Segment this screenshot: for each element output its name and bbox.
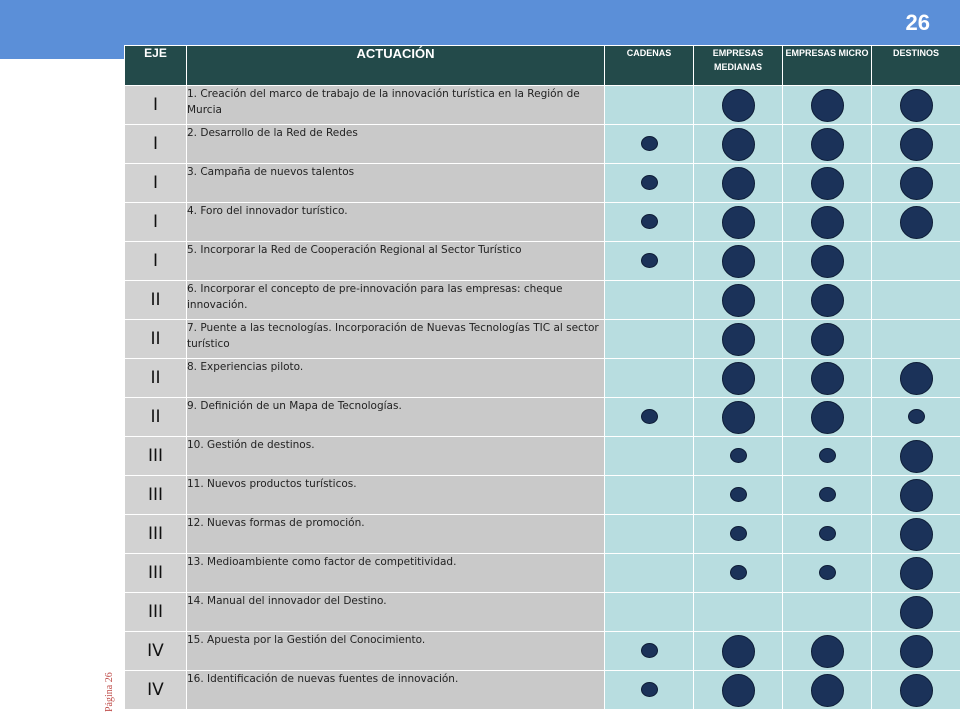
eje-cell: III bbox=[125, 476, 187, 515]
large-circle-marker bbox=[811, 89, 844, 122]
destinos-cell bbox=[872, 320, 960, 359]
empresas-medianas-cell bbox=[694, 593, 783, 632]
eje-cell: IV bbox=[125, 671, 187, 710]
eje-cell: I bbox=[125, 242, 187, 281]
header-eje: EJE bbox=[125, 46, 187, 86]
cadenas-cell bbox=[605, 554, 694, 593]
large-circle-marker bbox=[811, 167, 844, 200]
cadenas-cell bbox=[605, 398, 694, 437]
cadenas-cell bbox=[605, 359, 694, 398]
actuacion-cell: 3. Campaña de nuevos talentos bbox=[187, 164, 605, 203]
large-circle-marker bbox=[722, 362, 755, 395]
destinos-cell bbox=[872, 476, 960, 515]
cadenas-cell bbox=[605, 632, 694, 671]
large-circle-marker bbox=[900, 635, 933, 668]
table-row bbox=[125, 398, 960, 437]
destinos-cell bbox=[872, 398, 960, 437]
large-circle-marker bbox=[900, 479, 933, 512]
eje-cell: I bbox=[125, 125, 187, 164]
actuacion-cell: 1. Creación del marco de trabajo de la innovación turística en la Región de Murcia bbox=[187, 86, 605, 125]
empresas-medianas-cell bbox=[694, 164, 783, 203]
destinos-cell bbox=[872, 203, 960, 242]
large-circle-marker bbox=[900, 206, 933, 239]
cadenas-cell bbox=[605, 515, 694, 554]
empresas-medianas-cell bbox=[694, 242, 783, 281]
small-circle-marker bbox=[819, 565, 836, 580]
table-row bbox=[125, 203, 960, 242]
cadenas-cell bbox=[605, 125, 694, 164]
actuacion-cell: 8. Experiencias piloto. bbox=[187, 359, 605, 398]
empresas-medianas-cell bbox=[694, 632, 783, 671]
cadenas-cell bbox=[605, 281, 694, 320]
small-circle-marker bbox=[730, 526, 747, 541]
actuacion-cell: 7. Puente a las tecnologías. Incorporación de Nuevas Tecnologías TIC al sector turístico bbox=[187, 320, 605, 359]
destinos-cell bbox=[872, 164, 960, 203]
actuacion-cell: 12. Nuevas formas de promoción. bbox=[187, 515, 605, 554]
empresas-micro-cell bbox=[783, 554, 872, 593]
table-body bbox=[125, 86, 960, 710]
actuacion-cell: 16. Identificación de nuevas fuentes de innovación. bbox=[187, 671, 605, 710]
small-circle-marker bbox=[730, 487, 747, 502]
large-circle-marker bbox=[722, 674, 755, 707]
header-empresas-micro: EMPRESAS MICRO bbox=[783, 46, 872, 86]
eje-cell: II bbox=[125, 281, 187, 320]
destinos-cell bbox=[872, 437, 960, 476]
empresas-medianas-cell bbox=[694, 281, 783, 320]
small-circle-marker bbox=[641, 682, 658, 697]
table-row bbox=[125, 437, 960, 476]
eje-cell: II bbox=[125, 359, 187, 398]
table-row bbox=[125, 671, 960, 710]
table-row bbox=[125, 554, 960, 593]
large-circle-marker bbox=[811, 401, 844, 434]
eje-cell: IV bbox=[125, 632, 187, 671]
actuacion-cell: 6. Incorporar el concepto de pre-innovación para las empresas: cheque innovación. bbox=[187, 281, 605, 320]
large-circle-marker bbox=[722, 323, 755, 356]
actuacion-cell: 11. Nuevos productos turísticos. bbox=[187, 476, 605, 515]
large-circle-marker bbox=[811, 284, 844, 317]
small-circle-marker bbox=[819, 526, 836, 541]
empresas-micro-cell bbox=[783, 437, 872, 476]
eje-cell: II bbox=[125, 398, 187, 437]
empresas-medianas-cell bbox=[694, 398, 783, 437]
large-circle-marker bbox=[900, 89, 933, 122]
destinos-cell bbox=[872, 359, 960, 398]
actuacion-cell: 14. Manual del innovador del Destino. bbox=[187, 593, 605, 632]
large-circle-marker bbox=[900, 128, 933, 161]
small-circle-marker bbox=[819, 487, 836, 502]
eje-cell: III bbox=[125, 554, 187, 593]
large-circle-marker bbox=[722, 284, 755, 317]
table-row bbox=[125, 164, 960, 203]
large-circle-marker bbox=[811, 128, 844, 161]
empresas-micro-cell bbox=[783, 320, 872, 359]
large-circle-marker bbox=[900, 518, 933, 551]
eje-cell: III bbox=[125, 515, 187, 554]
empresas-medianas-cell bbox=[694, 476, 783, 515]
empresas-medianas-cell bbox=[694, 359, 783, 398]
table-header-row bbox=[125, 46, 960, 86]
destinos-cell bbox=[872, 242, 960, 281]
small-circle-marker bbox=[730, 565, 747, 580]
side-page-label: Página 26 bbox=[104, 672, 115, 712]
cadenas-cell bbox=[605, 203, 694, 242]
large-circle-marker bbox=[811, 674, 844, 707]
large-circle-marker bbox=[722, 128, 755, 161]
destinos-cell bbox=[872, 593, 960, 632]
empresas-micro-cell bbox=[783, 593, 872, 632]
destinos-cell bbox=[872, 281, 960, 320]
eje-cell: I bbox=[125, 164, 187, 203]
table-row bbox=[125, 476, 960, 515]
large-circle-marker bbox=[900, 167, 933, 200]
empresas-medianas-cell bbox=[694, 671, 783, 710]
cadenas-cell bbox=[605, 437, 694, 476]
cadenas-cell bbox=[605, 242, 694, 281]
table-row bbox=[125, 242, 960, 281]
large-circle-marker bbox=[722, 206, 755, 239]
empresas-medianas-cell bbox=[694, 203, 783, 242]
eje-cell: II bbox=[125, 320, 187, 359]
cadenas-cell bbox=[605, 320, 694, 359]
header-destinos: DESTINOS bbox=[872, 46, 960, 86]
empresas-micro-cell bbox=[783, 281, 872, 320]
small-circle-marker bbox=[641, 175, 658, 190]
large-circle-marker bbox=[722, 89, 755, 122]
table-row bbox=[125, 86, 960, 125]
large-circle-marker bbox=[900, 440, 933, 473]
empresas-micro-cell bbox=[783, 86, 872, 125]
empresas-micro-cell bbox=[783, 515, 872, 554]
actuacion-cell: 13. Medioambiente como factor de competitividad. bbox=[187, 554, 605, 593]
cadenas-cell bbox=[605, 593, 694, 632]
destinos-cell bbox=[872, 554, 960, 593]
eje-cell: I bbox=[125, 86, 187, 125]
destinos-cell bbox=[872, 86, 960, 125]
large-circle-marker bbox=[811, 245, 844, 278]
actuacion-cell: 5. Incorporar la Red de Cooperación Regional al Sector Turístico bbox=[187, 242, 605, 281]
large-circle-marker bbox=[900, 557, 933, 590]
large-circle-marker bbox=[900, 674, 933, 707]
eje-cell: I bbox=[125, 203, 187, 242]
actions-matrix-table bbox=[124, 45, 960, 710]
large-circle-marker bbox=[811, 362, 844, 395]
table-row bbox=[125, 632, 960, 671]
table-row bbox=[125, 125, 960, 164]
eje-cell: III bbox=[125, 437, 187, 476]
table-row bbox=[125, 593, 960, 632]
large-circle-marker bbox=[722, 401, 755, 434]
empresas-micro-cell bbox=[783, 671, 872, 710]
empresas-medianas-cell bbox=[694, 515, 783, 554]
empresas-medianas-cell bbox=[694, 437, 783, 476]
empresas-micro-cell bbox=[783, 164, 872, 203]
empresas-medianas-cell bbox=[694, 86, 783, 125]
small-circle-marker bbox=[641, 253, 658, 268]
cadenas-cell bbox=[605, 164, 694, 203]
empresas-micro-cell bbox=[783, 242, 872, 281]
eje-cell: III bbox=[125, 593, 187, 632]
small-circle-marker bbox=[908, 409, 925, 424]
header-actuacion: ACTUACIÓN bbox=[187, 46, 605, 86]
actuacion-cell: 2. Desarrollo de la Red de Redes bbox=[187, 125, 605, 164]
empresas-medianas-cell bbox=[694, 125, 783, 164]
table-row bbox=[125, 320, 960, 359]
actuacion-cell: 15. Apuesta por la Gestión del Conocimiento. bbox=[187, 632, 605, 671]
cadenas-cell bbox=[605, 476, 694, 515]
small-circle-marker bbox=[641, 214, 658, 229]
cadenas-cell bbox=[605, 671, 694, 710]
empresas-micro-cell bbox=[783, 398, 872, 437]
small-circle-marker bbox=[819, 448, 836, 463]
large-circle-marker bbox=[900, 362, 933, 395]
small-circle-marker bbox=[641, 409, 658, 424]
empresas-medianas-cell bbox=[694, 554, 783, 593]
destinos-cell bbox=[872, 632, 960, 671]
small-circle-marker bbox=[641, 136, 658, 151]
large-circle-marker bbox=[811, 635, 844, 668]
empresas-medianas-cell bbox=[694, 320, 783, 359]
large-circle-marker bbox=[722, 167, 755, 200]
header-cadenas: CADENAS bbox=[605, 46, 694, 86]
table-row bbox=[125, 359, 960, 398]
large-circle-marker bbox=[722, 245, 755, 278]
large-circle-marker bbox=[811, 206, 844, 239]
destinos-cell bbox=[872, 515, 960, 554]
table-row bbox=[125, 281, 960, 320]
large-circle-marker bbox=[900, 596, 933, 629]
small-circle-marker bbox=[730, 448, 747, 463]
empresas-micro-cell bbox=[783, 632, 872, 671]
title-bar-accent bbox=[0, 57, 126, 59]
empresas-micro-cell bbox=[783, 203, 872, 242]
page-number: 26 bbox=[905, 10, 930, 35]
small-circle-marker bbox=[641, 643, 658, 658]
actuacion-cell: 10. Gestión de destinos. bbox=[187, 437, 605, 476]
destinos-cell bbox=[872, 671, 960, 710]
table-row bbox=[125, 515, 960, 554]
cadenas-cell bbox=[605, 86, 694, 125]
empresas-micro-cell bbox=[783, 125, 872, 164]
destinos-cell bbox=[872, 125, 960, 164]
actuacion-cell: 4. Foro del innovador turístico. bbox=[187, 203, 605, 242]
actuacion-cell: 9. Definición de un Mapa de Tecnologías. bbox=[187, 398, 605, 437]
large-circle-marker bbox=[722, 635, 755, 668]
header-empresas-medianas: EMPRESAS MEDIANAS bbox=[694, 46, 783, 86]
large-circle-marker bbox=[811, 323, 844, 356]
empresas-micro-cell bbox=[783, 359, 872, 398]
empresas-micro-cell bbox=[783, 476, 872, 515]
